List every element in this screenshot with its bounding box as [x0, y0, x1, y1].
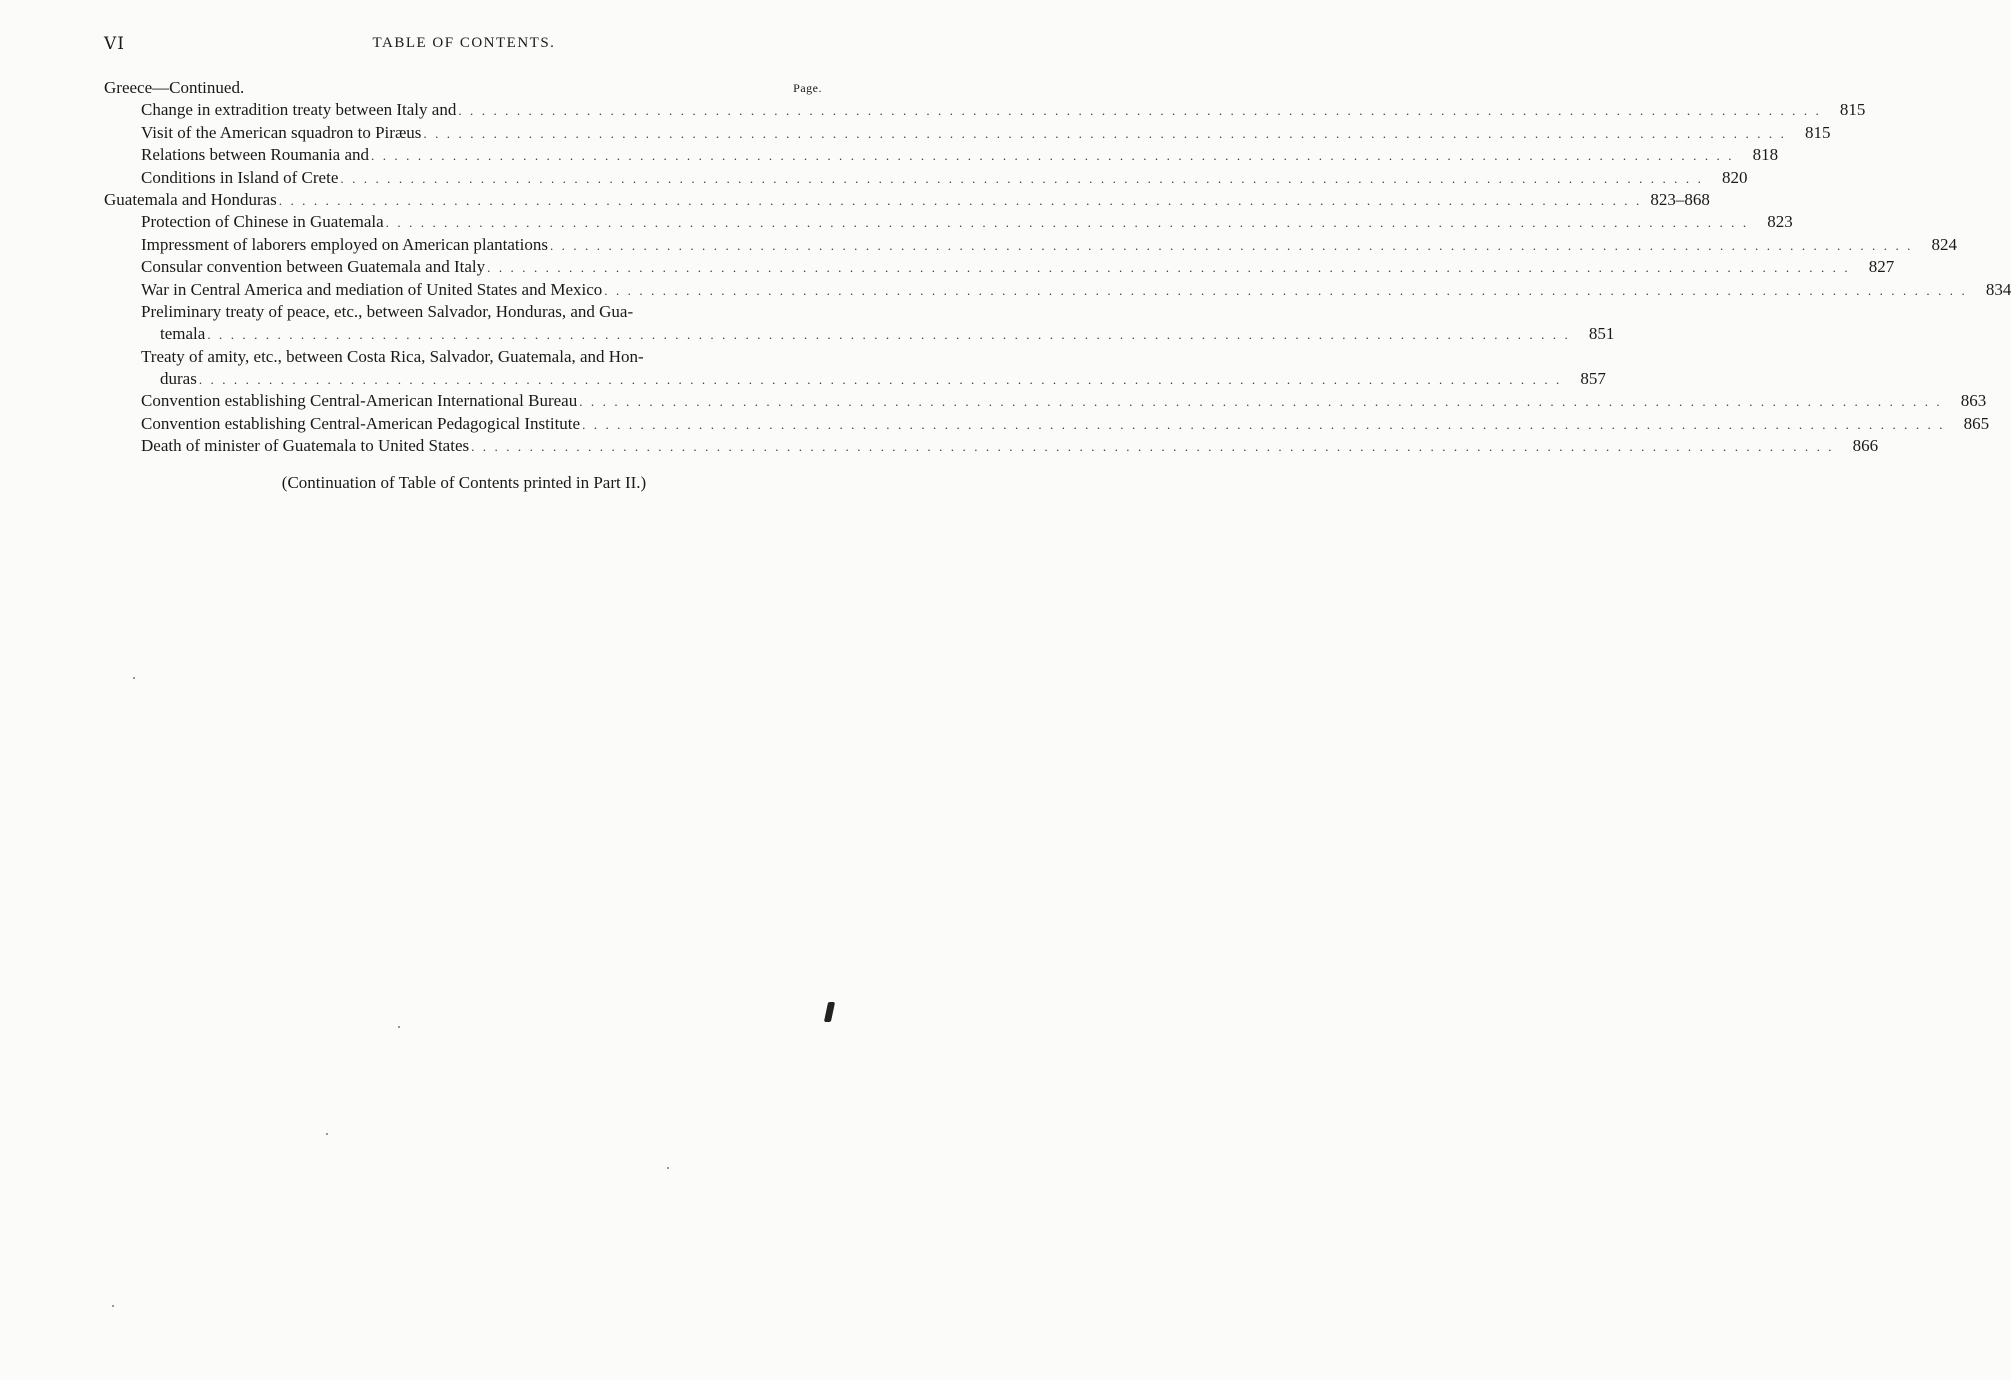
- toc-entry-page: 815: [1839, 100, 1866, 120]
- toc-heading-label: Guatemala and Honduras: [104, 189, 277, 209]
- toc-entry-page: 820: [1721, 167, 1748, 187]
- toc-entry-title: Conditions in Island of Crete: [141, 167, 339, 187]
- scan-speck: [667, 1167, 669, 1169]
- toc-entry: [104, 390, 1987, 412]
- toc-entry: [104, 256, 1895, 278]
- toc-entry: [104, 211, 1793, 233]
- toc-entry-title: Change in extradition treaty between Italy and: [141, 100, 457, 120]
- toc-entry-title-cont: duras: [160, 369, 197, 389]
- toc-entry-title: Treaty of amity, etc., between Costa Rica, Salvador, Guatemala, and Hon-: [141, 346, 644, 366]
- continuation-note: (Continuation of Table of Contents printed in Part II.): [281, 473, 647, 492]
- toc-entry-page: 815: [1804, 122, 1831, 142]
- toc-entry-title: Convention establishing Central-American Pedagogical Institute: [141, 413, 581, 433]
- toc-entry-title: Consular convention between Guatemala and Italy: [141, 257, 486, 277]
- toc-entry: [104, 234, 1958, 256]
- page-title: TABLE OF CONTENTS.: [372, 35, 556, 51]
- toc-entry-title: Protection of Chinese in Guatemala: [141, 212, 384, 232]
- dot-leader: . . . . . . . . . . . . . . . . . . . . . . . . . . . . . . . . . . . . . . . . . . . . . . . . . . . . . . . . . . . . . . . . . . . . . . . . . . . . . . . . . . . . . . . . . . . . . . . . . . . . . . . . . . . . . . . . . . . . .: [423, 125, 1787, 141]
- toc-entry-title-cont: temala: [160, 324, 206, 344]
- toc-entry: [104, 167, 1748, 189]
- toc-entry-title: Preliminary treaty of peace, etc., between Salvador, Honduras, and Gua-: [141, 301, 634, 321]
- toc-entry-line2: [104, 368, 1606, 390]
- toc-entry-page: 866: [1852, 436, 1879, 456]
- toc-entry-page: 851: [1588, 324, 1615, 344]
- toc-entry-title: Impressment of laborers employed on American plantations: [141, 234, 548, 254]
- dot-leader: . . . . . . . . . . . . . . . . . . . . . . . . . . . . . . . . . . . . . . . . . . . . . . . . . . . . . . . . . . . . . . . . . . . . . . . . . . . . . . . . . . . . . . . . . . . . . . . . . . . . . . . . . . . . . . . . . . . . .: [371, 148, 1735, 164]
- toc-entry-title: Relations between Roumania and: [141, 145, 370, 165]
- toc-entry-page: 865: [1963, 413, 1990, 433]
- toc-entry-page: 834: [1985, 279, 2011, 299]
- toc-heading-greece: [104, 77, 824, 99]
- dot-leader: . . . . . . . . . . . . . . . . . . . . . . . . . . . . . . . . . . . . . . . . . . . . . . . . . . . . . . . . . . . . . . . . . . . . . . . . . . . . . . . . . . . . . . . . . . . . . . . . . . . . . . . . . . . . . . . . . . . . .: [385, 215, 1749, 231]
- dot-leader: . . . . . . . . . . . . . . . . . . . . . . . . . . . . . . . . . . . . . . . . . . . . . . . . . . . . . . . . . . . . . . . . . . . . . . . . . . . . . . . . . . . . . . . . . . . . . . . . . . . . . . . . . . . . . . . . . . . . .: [471, 439, 1835, 455]
- page-column-heading: Page.: [793, 81, 822, 95]
- toc-entry-page: 823: [1767, 212, 1793, 232]
- dot-leader: . . . . . . . . . . . . . . . . . . . . . . . . . . . . . . . . . . . . . . . . . . . . . . . . . . . . . . . . . . . . . . . . . . . . . . . . . . . . . . . . . . . . . . . . . . . . . . . . . . . . . . . . . . . . . . . . . . . . .: [604, 282, 1968, 298]
- toc-entry-title: War in Central America and mediation of United States and Mexico: [141, 279, 603, 299]
- scan-speck: [112, 1305, 114, 1307]
- toc-heading-label: Greece—Continued.: [104, 78, 245, 97]
- toc-entry-line2: [104, 323, 1615, 345]
- toc-entry: [104, 99, 1866, 121]
- dot-leader: . . . . . . . . . . . . . . . . . . . . . . . . . . . . . . . . . . . . . . . . . . . . . . . . . . . . . . . . . . . . . . . . . . . . . . . . . . . . . . . . . . . . . . . . . . . . . . . . . . . . . . . . . . . . . . . . . . . . .: [458, 103, 1822, 119]
- toc-entry: [104, 413, 1990, 435]
- toc-entry-title: Convention establishing Central-American International Bureau: [141, 391, 578, 411]
- dot-leader: . . . . . . . . . . . . . . . . . . . . . . . . . . . . . . . . . . . . . . . . . . . . . . . . . . . . . . . . . . . . . . . . . . . . . . . . . . . . . . . . . . . . . . . . . . . . . . . . . . . . . . . . . . . . . . . . . . . . .: [579, 394, 1943, 410]
- toc-entry-line1: [104, 301, 824, 323]
- toc-entry-line1: [104, 346, 824, 368]
- scan-speck: [326, 1133, 328, 1135]
- dot-leader: . . . . . . . . . . . . . . . . . . . . . . . . . . . . . . . . . . . . . . . . . . . . . . . . . . . . . . . . . . . . . . . . . . . . . . . . . . . . . . . . . . . . . . . . . . . . . . . . . . . . . . . . . . . . . . . . . . . . .: [582, 416, 1946, 432]
- dot-leader: . . . . . . . . . . . . . . . . . . . . . . . . . . . . . . . . . . . . . . . . . . . . . . . . . . . . . . . . . . . . . . . . . . . . . . . . . . . . . . . . . . . . . . . . . . . . . . . . . . . . . . . . . . . . . . . . . . . . .: [487, 260, 1851, 276]
- toc-heading-pages: 823–868: [1650, 189, 1710, 209]
- dot-leader: . . . . . . . . . . . . . . . . . . . . . . . . . . . . . . . . . . . . . . . . . . . . . . . . . . . . . . . . . . . . . . . . . . . . . . . . . . . . . . . . . . . . . . . . . . . . . . . . . . . . . . . . . . . . . . . . . . . . .: [549, 237, 1914, 253]
- dot-leader: . . . . . . . . . . . . . . . . . . . . . . . . . . . . . . . . . . . . . . . . . . . . . . . . . . . . . . . . . . . . . . . . . . . . . . . . . . . . . . . . . . . . . . . . . . . . . . . . . . . . . . . . . . . . . . . . . . . . .: [340, 170, 1704, 186]
- scan-speck: [133, 677, 135, 679]
- scan-ink-mark: [824, 1002, 835, 1022]
- running-head: [104, 34, 824, 56]
- toc-entry-page: 857: [1580, 369, 1606, 389]
- toc-entry: [104, 144, 1779, 166]
- scan-speck: [398, 1026, 400, 1028]
- toc-entry-page: 824: [1931, 234, 1958, 254]
- toc-entry-title: Death of minister of Guatemala to United States: [141, 436, 470, 456]
- dot-leader: . . . . . . . . . . . . . . . . . . . . . . . . . . . . . . . . . . . . . . . . . . . . . . . . . . . . . . . . . . . . . . . . . . . . . . . . . . . . . . . . . . . . . . . . . . . . . . . . . . . . . . . . . . . . . . . . . . . . .: [207, 327, 1571, 343]
- toc-entry: [104, 279, 2011, 301]
- toc-entry-title: Visit of the American squadron to Piræus: [141, 122, 422, 142]
- dot-leader: . . . . . . . . . . . . . . . . . . . . . . . . . . . . . . . . . . . . . . . . . . . . . . . . . . . . . . . . . . . . . . . . . . . . . . . . . . . . . . . . . . . . . . . . . . . . . . . . . . . . . . . . . . . . . . . . . . . . .: [278, 192, 1642, 208]
- page-folio: VI: [104, 34, 125, 54]
- toc-entry-page: 827: [1868, 257, 1895, 277]
- toc-entry: [104, 122, 1831, 144]
- dot-leader: . . . . . . . . . . . . . . . . . . . . . . . . . . . . . . . . . . . . . . . . . . . . . . . . . . . . . . . . . . . . . . . . . . . . . . . . . . . . . . . . . . . . . . . . . . . . . . . . . . . . . . . . . . . . . . . . . . . . .: [198, 372, 1562, 388]
- toc-heading-guatemala: [104, 189, 1710, 211]
- toc-entry: [104, 435, 1879, 457]
- toc-entry-page: 863: [1960, 391, 1987, 411]
- toc-entry-page: 818: [1752, 145, 1779, 165]
- table-of-contents: [104, 77, 2011, 458]
